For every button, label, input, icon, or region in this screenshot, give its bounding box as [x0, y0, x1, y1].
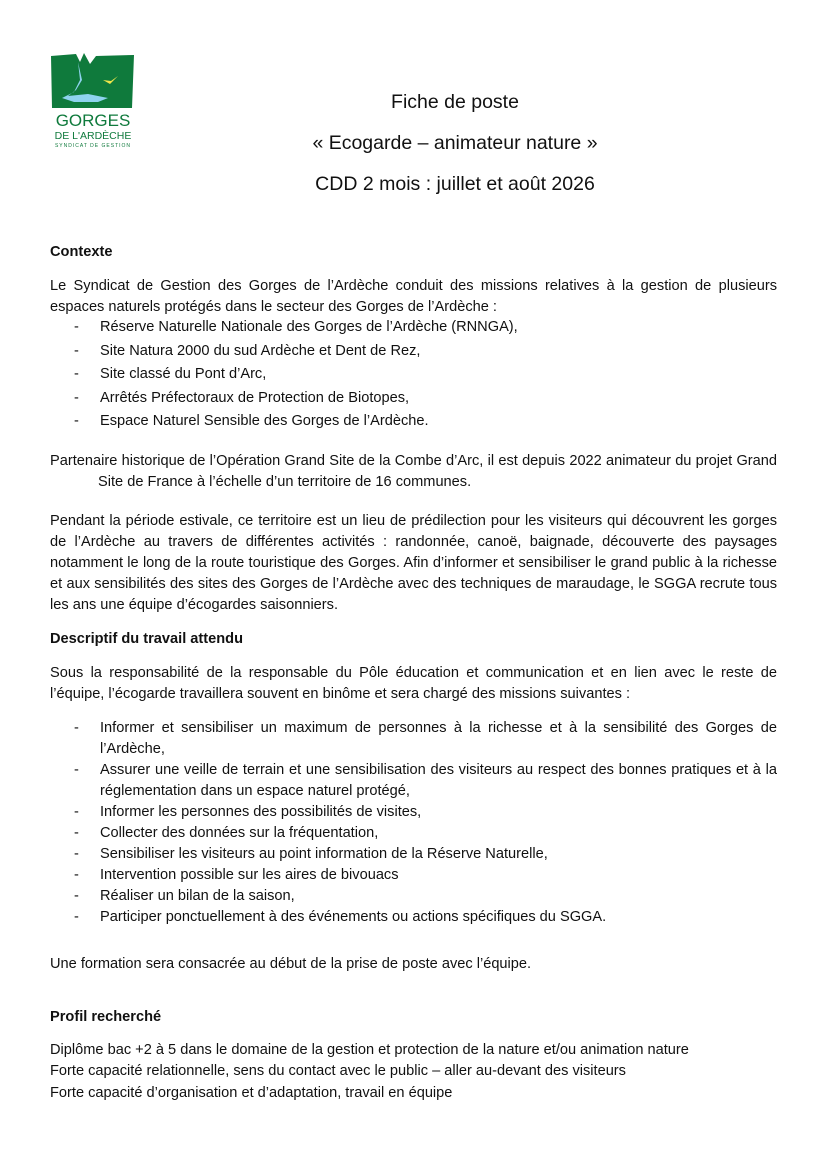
contexte-para-3: Pendant la période estivale, ce territoire est un lieu de prédilection pour les visiteurs qui découvrent les gorges de l’Ardèche au travers de différentes activités : randonnée, canoë, baignade, découverte des paysages notamment le long de la route touristique des Gorges. Afin d’informer et sensibiliser le grand public à la richesse et aux sensibilités des sites des Gorges de l’Ardèche avec des techniques de maraudage, le SGGA recrute tous les ans une équipe d’écogardes saisonniers. — [50, 513, 777, 613]
list-item: - Intervention possible sur les aires de bivouacs — [50, 865, 777, 886]
svg-text:GORGES: GORGES — [55, 111, 131, 130]
list-item: - Participer ponctuellement à des événements ou actions spécifiques du SGGA. — [50, 907, 777, 928]
contexte-para-2: Partenaire historique de l’Opération Grand Site de la Combe d’Arc, il est depuis 2022 animateur du projet Grand Site de France à l’échelle d’un territoire de 16 communes. — [50, 453, 777, 490]
profil-line-2: Forte capacité relationnelle, sens du contact avec le public – aller au-devant des visiteurs — [50, 1063, 626, 1079]
heading-profil: Profil recherché — [50, 1009, 162, 1025]
svg-text:SYNDICAT DE GESTION: SYNDICAT DE GESTION — [54, 143, 132, 149]
list-item: - Assurer une veille de terrain et une sensibilisation des visiteurs au respect des bonnes pratiques et à la réglementation dans un espace naturel protégé, — [50, 760, 777, 802]
contexte-intro: Le Syndicat de Gestion des Gorges de l’Ardèche conduit des missions relatives à la gestion de plusieurs espaces naturels protégés dans le secteur des Gorges de l’Ardèche : — [50, 278, 777, 315]
list-item: - Réaliser un bilan de la saison, — [50, 886, 777, 907]
descriptif-outro: Une formation sera consacrée au début de la prise de poste avec l’équipe. — [50, 956, 532, 972]
list-item: - Collecter des données sur la fréquentation, — [50, 823, 777, 844]
profil-line-1: Diplôme bac +2 à 5 dans le domaine de la gestion et protection de la nature et/ou animation nature — [50, 1042, 689, 1058]
list-item: - Informer les personnes des possibilités de visites, — [50, 802, 777, 823]
contexte-list — [50, 317, 777, 435]
list-item: - Arrêtés Préfectoraux de Protection de Biotopes, — [50, 388, 777, 409]
heading-descriptif: Descriptif du travail attendu — [50, 631, 243, 647]
logo-emblem-icon — [48, 50, 138, 150]
list-item: - Sensibiliser les visiteurs au point information de la Réserve Naturelle, — [50, 844, 777, 865]
title-line-2: « Ecogarde – animateur nature » — [312, 132, 598, 154]
descriptif-list — [50, 718, 777, 928]
title-line-1: Fiche de poste — [391, 91, 519, 113]
list-item: - Site Natura 2000 du sud Ardèche et Dent de Rez, — [50, 341, 777, 362]
profil-line-3: Forte capacité d’organisation et d’adaptation, travail en équipe — [50, 1085, 453, 1101]
list-item: - Site classé du Pont d’Arc, — [50, 364, 777, 385]
descriptif-intro: Sous la responsabilité de la responsable du Pôle éducation et communication et en lien avec le reste de l’équipe, l’écogarde travaillera souvent en binôme et sera chargé des missions suivantes : — [50, 665, 777, 702]
heading-contexte: Contexte — [50, 244, 113, 260]
svg-text:DE L'ARDÈCHE: DE L'ARDÈCHE — [54, 130, 132, 142]
gorges-ardeche-logo — [48, 50, 138, 154]
title-line-3: CDD 2 mois : juillet et août 2026 — [315, 173, 595, 195]
list-item: - Espace Naturel Sensible des Gorges de l’Ardèche. — [50, 411, 777, 432]
list-item: - Informer et sensibiliser un maximum de personnes à la richesse et à la sensibilité des Gorges de l’Ardèche, — [50, 718, 777, 760]
list-item: - Réserve Naturelle Nationale des Gorges de l’Ardèche (RNNGA), — [50, 317, 777, 338]
